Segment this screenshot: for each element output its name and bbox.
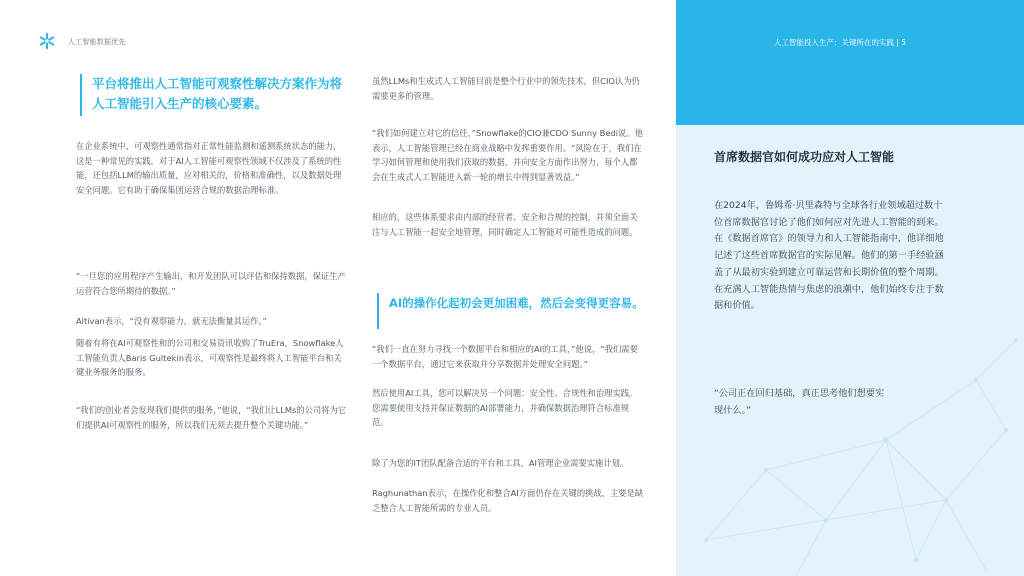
left-paragraph-2: Altivan表示，“没有观察能力，就无法衡量其运作。”: [76, 316, 267, 326]
header-brand-label: 人工智能数据优先: [68, 38, 126, 46]
headline-accent-bar: [80, 74, 82, 116]
subheading-accent-bar: [377, 293, 379, 329]
left-paragraph-3: 随着有将在AI可观察性和的公司和交易资讯收购了TruEra，Snowflake人工智能负责人Baris Gultekin表示，可观察性是最终将人工智能平台和关键业务服务的服务。: [76, 338, 344, 377]
left-quote-1: “一旦您的应用程序产生输出，和开发团队可以评估和保持数据，保证生产运营符合您所期待的数据。”: [76, 271, 346, 296]
middle-paragraph-5: 除了为您的IT团队配备合适的平台和工具，AI管理企业需要实施计划。: [372, 458, 629, 468]
middle-paragraph-3: 相应的，这些体系要求由内部的经营者、安全和合规的控制，并须全面关注与人工智能一起安全地管理，同时确定人工智能对可能性造成的问题。: [372, 212, 638, 237]
middle-subheading: AI的操作化起初会更加困难，然后会变得更容易。: [389, 296, 644, 310]
snowflake-logo-icon: [38, 32, 56, 50]
middle-paragraph-4: 然后使用AI工具，您可以解决另一个问题：安全性、合规性和治理实践。您需要使用支持并保证数据的AI部署能力，并确保数据治理符合标准规范。: [372, 388, 638, 427]
left-headline: 平台将推出人工智能可观察性解决方案作为将人工智能引入生产的核心要素。: [92, 76, 343, 111]
right-body-text: 在2024年，鲁姆希·贝里森特与全球各行业领域超过数十位首席数据官讨论了他们如何应对先进人工智能的到来。在《数据首席官》的领导力和人工智能指南中，他详细地记述了这些首席数据官的实际见解。他们的第一手经验涵盖了从最初实验到建立可靠运营和长期价值的整个周期。在充满人工智能热情与焦虑的浪潮中，他们始终专注于数据和价值。: [714, 200, 944, 312]
middle-quote-1: “我们一直在努力寻找一个数据平台和相应的AI的工具，”他说，“我们需要一个数据平台，通过它来获取并分享数据并处理安全问题。”: [372, 344, 638, 369]
left-paragraph-1: 在企业系统中，可观察性通常指对正常性能监测和遥测系统状态的能力，这是一种常见的实践。对于AI人工智能可观察性领域不仅涉及了系统的性能，还包括LLM的输出质量，应对相关的，价格和准确性，以及数据处理安全问题。它有助于确保集团运营合规的数据治理标准。: [76, 141, 342, 195]
middle-paragraph-6: Raghunathan表示，在操作化和整合AI方面仍存在关键的挑战，主要是缺乏整合人工智能所需的专业人员。: [372, 488, 644, 513]
left-quote-2: “我们的创业者会发现我们提供的服务，”他说，“我们让LLMs的公司将为它们提供AI可观察性的服务，所以我们无须去提升整个关键功能。”: [76, 405, 347, 430]
middle-paragraph-1: 虽然LLMs和生成式人工智能目前是整个行业中的领先技术，但CIO认为仍需要更多的管理。: [372, 76, 640, 101]
right-heading: 首席数据官如何成功应对人工智能: [714, 150, 895, 164]
middle-paragraph-2: “我们如何建立对它的信任，”Snowflake的CIO兼CDO Sunny Bedi说。他表示，人工智能管理已经在商业战略中发挥重要作用。“风险在于，我们在学习如何管理和使用我们获取的数据，并向安全方面作出努力，每个人都会在生成式人工智能进入新一轮的增长中得到显著效益。”: [372, 128, 643, 182]
right-pull-quote: “公司正在回归基础，真正思考他们想要实现什么。”: [714, 388, 885, 416]
header-page-label: 人工智能投入生产：关键所在的实践 | 5: [773, 38, 906, 47]
